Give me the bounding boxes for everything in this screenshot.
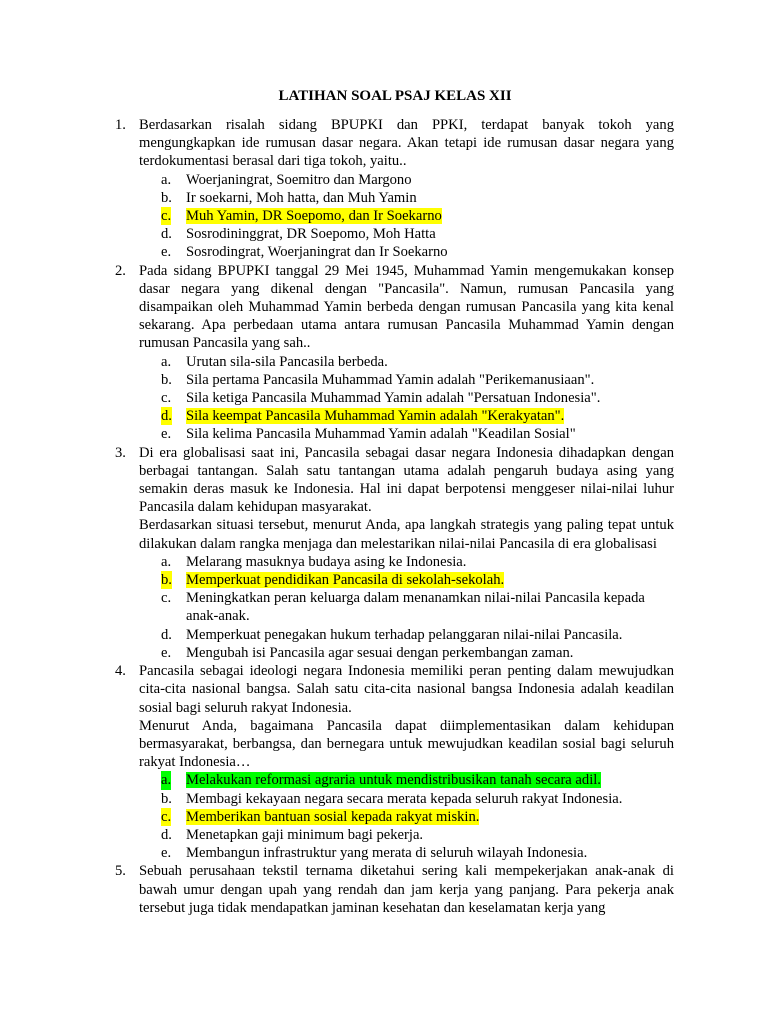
option-label: e. (161, 845, 172, 862)
option-text: Woerjaningrat, Soemitro dan Margono (186, 171, 412, 188)
question-text: Berdasarkan situasi tersebut, menurut Anda, apa langkah strategis yang paling tepat untuk dilakukan dalam rangka menjaga dan melestarikan nilai-nilai Pancasila di era globalisasi (139, 517, 674, 552)
option-label: d. (161, 826, 172, 843)
option-text: Sila pertama Pancasila Muhammad Yamin adalah "Perikemanusiaan". (186, 371, 595, 388)
answer-option (139, 808, 674, 826)
question-item (112, 444, 674, 662)
option-label: d. (161, 226, 172, 243)
option-text: Sila kelima Pancasila Muhammad Yamin adalah "Keadilan Sosial" (186, 426, 576, 443)
question-text: Sebuah perusahaan tekstil ternama diketahui sering kali mempekerjakan anak-anak di bawah umur dengan upah yang rendah dan jam kerja yang panjang. Para pekerja anak tersebut juga tidak mendapatkan jaminan kesehatan dan keselamatan kerja yang (139, 863, 674, 916)
option-text: Memberikan bantuan sosial kepada rakyat miskin. (186, 808, 480, 825)
option-text: Sila ketiga Pancasila Muhammad Yamin adalah "Persatuan Indonesia". (186, 390, 601, 407)
option-label: b. (161, 189, 172, 206)
answer-option (139, 189, 674, 207)
question-text: Di era globalisasi saat ini, Pancasila sebagai dasar negara Indonesia dihadapkan dengan berbagai tantangan. Salah satu tantangan utama adalah pengaruh budaya asing yang semakin deras masuk ke Indonesia. Hal ini dapat berpotensi menggeser nilai-nilai luhur Pancasila dalam kehidupan masyarakat. (139, 444, 674, 516)
option-text: Muh Yamin, DR Soepomo, dan Ir Soekarno (186, 208, 442, 225)
option-label: b. (161, 790, 172, 807)
answer-option (139, 771, 674, 789)
option-label: b. (161, 572, 172, 589)
option-text: Melarang masuknya budaya asing ke Indonesia. (186, 553, 467, 570)
question-text: Menurut Anda, bagaimana Pancasila dapat diimplementasikan dalam kehidupan bermasyarakat, berbangsa, dan bernegara untuk mewujudkan keadilan sosial bagi seluruh rakyat Indonesia… (139, 717, 674, 771)
option-label: c. (161, 590, 172, 607)
question-text: Pada sidang BPUPKI tanggal 29 Mei 1945, Muhammad Yamin mengemukakan konsep dasar negara yang dikenal dengan "Pancasila". Namun, rumusan Pancasila yang disampaikan oleh Muhammad Yamin berbeda dengan rumusan Pancasila yang kita kenal sekarang. Apa perbedaan utama antara rumusan Pancasila Muhammad Yamin dengan rumusan Pancasila yang sah.. (139, 262, 674, 352)
question-number: 2. (115, 262, 126, 279)
option-text: Ir soekarni, Moh hatta, dan Muh Yamin (186, 189, 417, 206)
question-text: Berdasarkan risalah sidang BPUPKI dan PPKI, terdapat banyak tokoh yang mengungkapkan ide rumusan dasar negara. Akan tetapi ide rumusan dasar negara yang terdokumentasi berasal dari tiga tokoh, yaitu.. (139, 117, 674, 170)
option-label: c. (161, 208, 172, 225)
option-text: Menetapkan gaji minimum bagi pekerja. (186, 826, 424, 843)
option-label: e. (161, 644, 172, 661)
question-list (112, 116, 674, 917)
question-item (112, 862, 674, 917)
answer-option (139, 243, 674, 261)
answer-option (139, 790, 674, 808)
question-text: Pancasila sebagai ideologi negara Indonesia memiliki peran penting dalam mewujudkan cita-cita nasional bangsa. Salah satu cita-cita nasional bangsa Indonesia adalah keadilan sosial bagi seluruh rakyat Indonesia. (139, 663, 674, 716)
option-label: a. (161, 772, 172, 789)
option-text: Membangun infrastruktur yang merata di seluruh wilayah Indonesia. (186, 845, 588, 862)
option-label: a. (161, 171, 172, 188)
option-label: a. (161, 353, 172, 370)
option-text: Melakukan reformasi agraria untuk mendistribusikan tanah secara adil. (186, 772, 601, 789)
option-text: Sosrodingrat, Woerjaningrat dan Ir Soekarno (186, 244, 448, 261)
question-number: 1. (115, 117, 126, 133)
answer-option (139, 844, 674, 862)
option-text: Urutan sila-sila Pancasila berbeda. (186, 353, 388, 370)
question-number: 4. (115, 663, 126, 680)
answer-option (139, 571, 674, 589)
option-text: Memperkuat pendidikan Pancasila di sekolah-sekolah. (186, 572, 505, 589)
option-text: Sosrodininggrat, DR Soepomo, Moh Hatta (186, 226, 436, 243)
answer-option (139, 626, 674, 644)
answer-option (139, 225, 674, 243)
document-title: LATIHAN SOAL PSAJ KELAS XII (278, 88, 512, 104)
option-text: Membagi kekayaan negara secara merata kepada seluruh rakyat Indonesia. (186, 790, 623, 807)
answer-option (139, 644, 674, 662)
answer-option (139, 589, 674, 625)
question-number: 5. (115, 863, 126, 880)
question-item (112, 662, 674, 862)
option-text: Memperkuat penegakan hukum terhadap pelanggaran nilai-nilai Pancasila. (186, 626, 623, 643)
question-item (112, 262, 674, 444)
answer-option (139, 407, 674, 425)
option-label: c. (161, 808, 172, 825)
option-label: c. (161, 390, 172, 407)
option-label: a. (161, 553, 172, 570)
option-label: d. (161, 626, 172, 643)
answer-option (139, 389, 674, 407)
option-label: d. (161, 408, 172, 425)
option-text: Sila keempat Pancasila Muhammad Yamin adalah "Kerakyatan". (186, 408, 565, 425)
answer-option (139, 826, 674, 844)
option-label: e. (161, 426, 172, 443)
answer-option (139, 207, 674, 225)
answer-option (139, 425, 674, 443)
answer-option (139, 553, 674, 571)
question-number: 3. (115, 444, 126, 461)
option-text: Mengubah isi Pancasila agar sesuai dengan perkembangan zaman. (186, 644, 574, 661)
option-label: e. (161, 244, 172, 261)
answer-option (139, 171, 674, 189)
answer-option (139, 371, 674, 389)
question-item (112, 116, 674, 262)
option-text: Meningkatkan peran keluarga dalam menanamkan nilai-nilai Pancasila kepada anak-anak. (186, 590, 645, 625)
option-label: b. (161, 371, 172, 388)
answer-option (139, 353, 674, 371)
